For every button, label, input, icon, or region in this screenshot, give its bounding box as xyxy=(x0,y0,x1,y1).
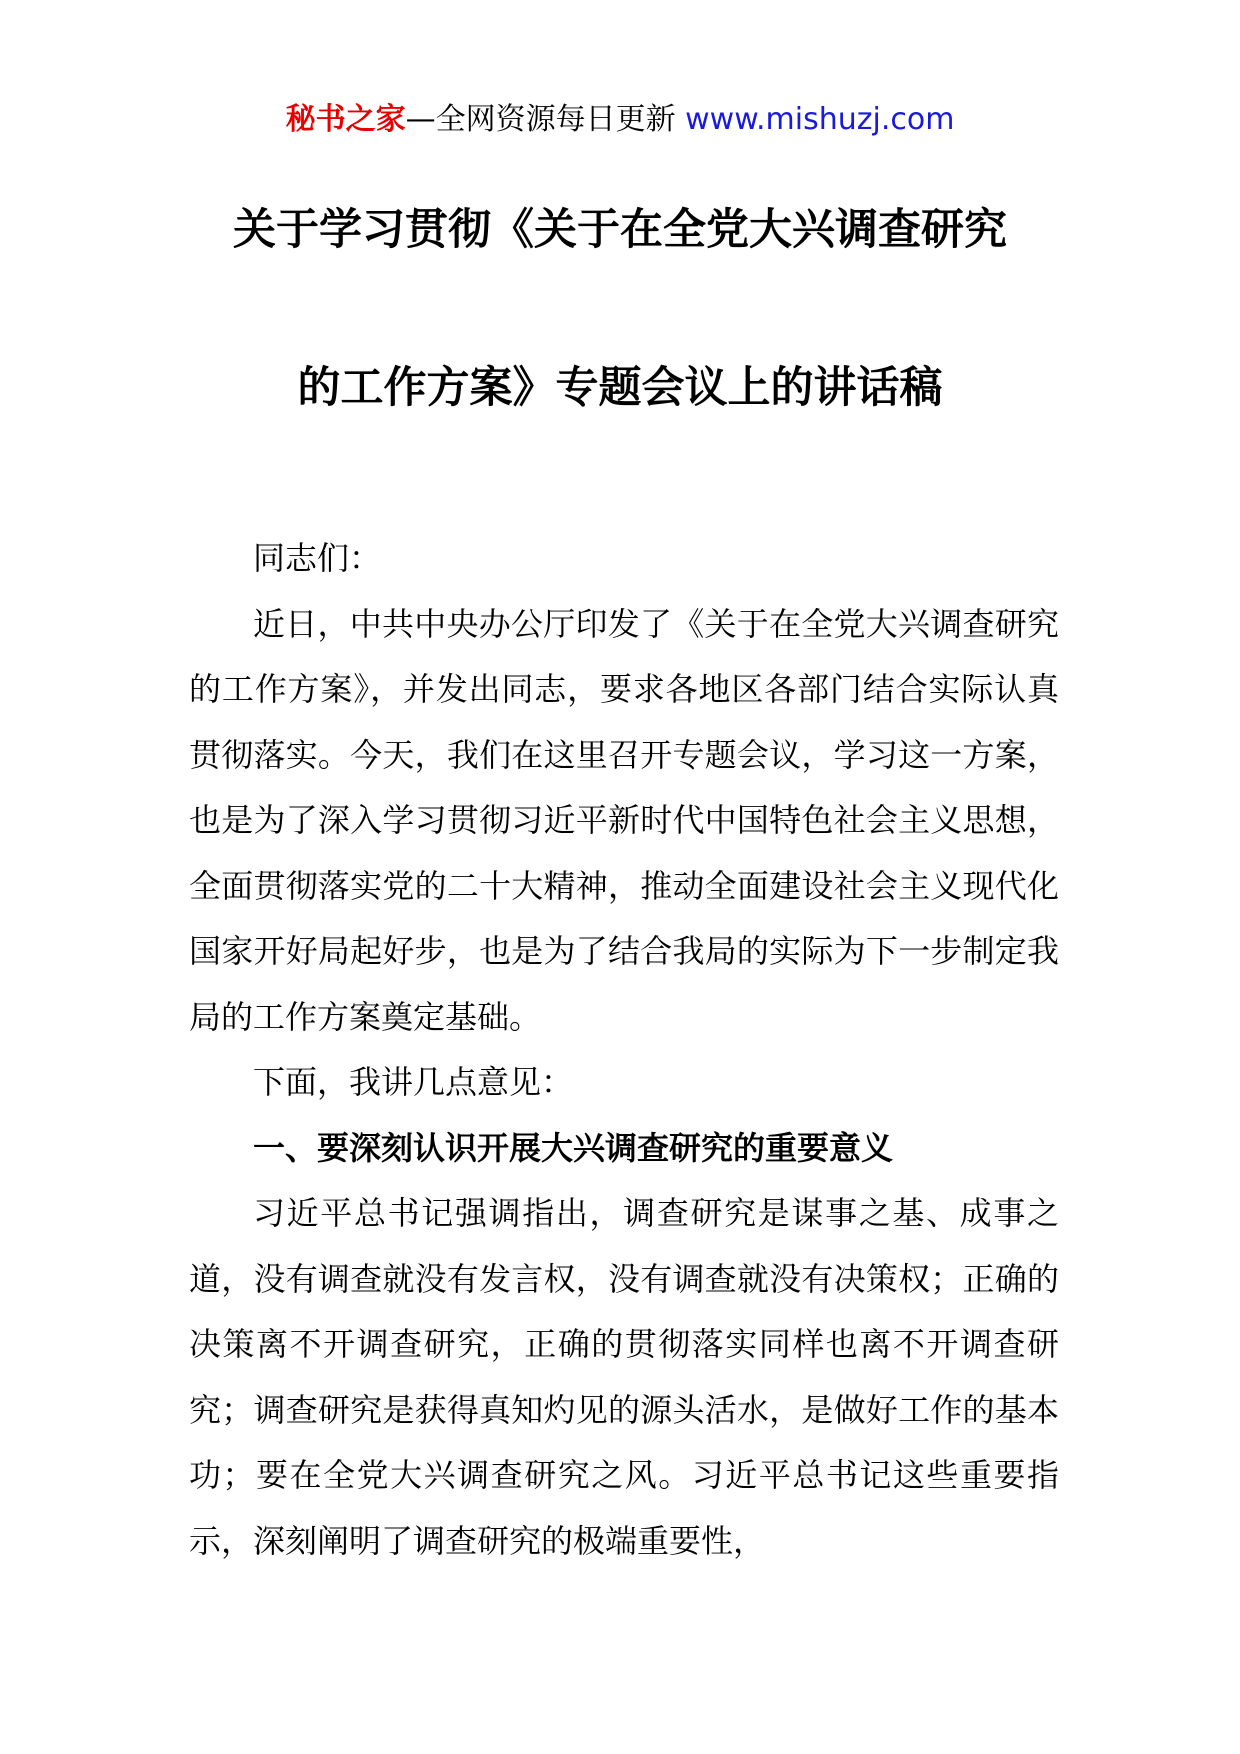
paragraph-intro: 近日，中共中央办公厅印发了《关于在全党大兴调查研究的工作方案》，并发出同志，要求各地区各部门结合实际认真贯彻落实。今天，我们在这里召开专题会议，学习这一方案，也是为了深入学习贯彻习近平新时代中国特色社会主义思想，全面贯彻落实党的二十大精神，推动全面建设社会主义现代化国家开好局起好步，也是为了结合我局的实际为下一步制定我局的工作方案奠定基础。 xyxy=(189,604,1059,1036)
paragraph-section-1: 习近平总书记强调指出，调查研究是谋事之基、成事之道，没有调查就没有发言权，没有调查就没有决策权；正确的决策离不开调查研究，正确的贯彻落实同样也离不开调查研究；调查研究是获得真知灼见的源头活水，是做好工作的基本功；要在全党大兴调查研究之风。习近平总书记这些重要指示，深刻阐明了调查研究的极端重要性， xyxy=(189,1194,1059,1560)
brand-name: 秘书之家 xyxy=(285,102,406,137)
document-title-line-2: 的工作方案》专题会议上的讲话稿 xyxy=(297,363,943,413)
site-url-link[interactable]: www.mishuzj.com xyxy=(685,102,955,137)
section-heading-1: 一、要深刻认识开展大兴调查研究的重要意义 xyxy=(253,1128,894,1167)
header-tagline: —全网资源每日更新 xyxy=(405,102,686,137)
document-body xyxy=(189,526,1059,1574)
greeting: 同志们： xyxy=(253,539,382,577)
paragraph-opinions: 下面，我讲几点意见： xyxy=(253,1063,574,1101)
document-title-line-1: 关于学习贯彻《关于在全党大兴调查研究 xyxy=(233,205,1007,255)
site-header xyxy=(0,100,1240,140)
